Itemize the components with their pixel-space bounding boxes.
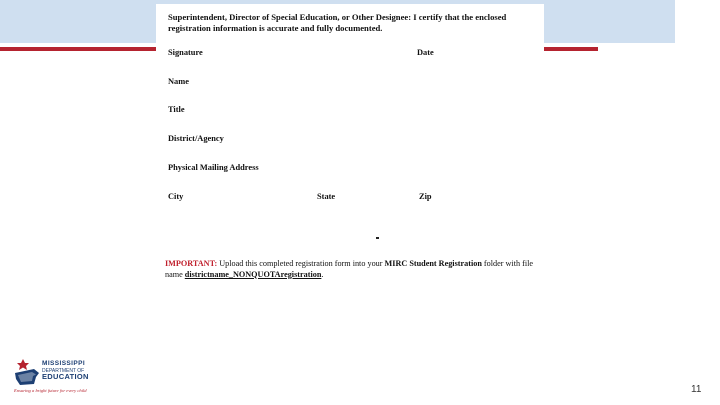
title-label: Title — [168, 105, 185, 114]
folder-name: MIRC Student Registration — [384, 259, 482, 268]
logo-line-3: EDUCATION — [42, 372, 89, 381]
district-agency-label: District/Agency — [168, 134, 224, 143]
name-label: Name — [168, 77, 189, 86]
important-text-1: Upload this completed registration form into your — [217, 259, 385, 268]
important-label: IMPORTANT: — [165, 259, 218, 268]
date-label: Date — [417, 48, 434, 57]
important-text-2: folder with file name — [165, 259, 534, 279]
important-note — [165, 259, 541, 280]
logo-tagline: Ensuring a bright future for every child — [14, 388, 87, 393]
state-label: State — [317, 192, 336, 201]
certification-statement: Superintendent, Director of Special Education, or Other Designee: I certify that the enclosed registration information is accurate and fully documented. — [168, 12, 507, 33]
page-number: 11 — [691, 384, 702, 395]
logo-line-2: DEPARTMENT OF — [42, 367, 85, 374]
stray-mark — [376, 237, 379, 239]
zip-label: Zip — [419, 192, 432, 201]
signature-label: Signature — [168, 48, 203, 57]
mailing-address-label: Physical Mailing Address — [168, 163, 259, 172]
important-end: . — [321, 269, 324, 279]
logo-wordmark — [42, 361, 89, 381]
mde-logo — [12, 355, 92, 397]
file-name: districtname_NONQUOTAregistration — [184, 269, 322, 279]
city-label: City — [168, 192, 184, 201]
registration-form-image — [156, 4, 544, 290]
state-outline-icon — [12, 357, 42, 389]
logo-line-1: MISSISSIPPI — [42, 360, 86, 367]
